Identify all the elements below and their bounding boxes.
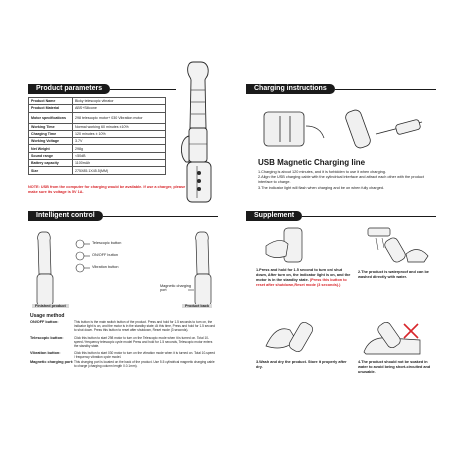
spec-value: 1100mAh <box>73 160 166 167</box>
usage-item: ON/OFF button: This button is the main switch button of the product. Press and hold for 1.5 seconds to turn on, the indicator light is on, and the motor is in the standby state; At this time, Press and hold for 1.5 second to shut down. Press this button to reset after shutdown, Reset mode (3 seconds). <box>30 320 216 332</box>
supplement-item-2: 2.The product is waterproof and can be washed directly with water. <box>358 270 429 279</box>
spec-table <box>28 97 166 175</box>
product-params-header <box>28 84 176 94</box>
spec-key: Product Name <box>29 98 73 105</box>
magnetic-port-label: Magnetic charging port <box>160 284 192 292</box>
spec-row <box>29 138 166 145</box>
spec-key: Sound range <box>29 152 73 159</box>
charging-step: 3.The indicator light will flash when charging and be on when fully charged. <box>258 185 385 190</box>
product-illustration <box>176 58 222 208</box>
control-illustration <box>28 230 228 310</box>
divider <box>110 89 176 90</box>
onoff-button-label: ON/OFF button <box>92 253 118 257</box>
spec-key: Motor specifications <box>29 112 73 123</box>
spec-value: 120 minutes ± 10% <box>73 130 166 137</box>
spec-row <box>29 112 166 123</box>
product-params-title: Product parameters <box>28 84 110 94</box>
control-title: Intelligent control <box>28 211 103 221</box>
spec-key: Working Time <box>29 123 73 130</box>
supplement-illustration-power <box>256 226 336 264</box>
spec-row <box>29 130 166 137</box>
charging-title: Charging instructions <box>246 84 335 94</box>
supplement-item-1: 1.Press and hold for 1.5 second to turn on/ shut down, After turn on, the indicator light is on, and the motor is in the standby state. (Press this button to reset after shutdown,Reset mode (3 seconds).) <box>256 268 351 287</box>
vibration-button-label: Vibration button <box>92 265 119 269</box>
charging-steps <box>258 170 438 191</box>
spec-value: 298g <box>73 145 166 152</box>
spec-key: Charging Time <box>29 130 73 137</box>
charging-header <box>246 84 436 94</box>
spec-key: Size <box>29 167 73 174</box>
spec-row <box>29 123 166 130</box>
charging-heading: USB Magnetic Charging line <box>258 158 366 167</box>
charging-step: 1.Charging is about 120 minutes, and it is forbidden to use it when charging. <box>258 170 386 174</box>
spec-key: Product Material <box>29 105 73 112</box>
spec-value: Bicky telescopic vibrator <box>73 98 166 105</box>
finished-product-caption: Finished product <box>32 304 69 308</box>
supplement-header <box>246 211 436 221</box>
spec-key: Battery capacity <box>29 160 73 167</box>
spec-value: Normal working 60 minutes ±10% <box>73 123 166 130</box>
usage-item: Telescopic button: Click this button to start 298 motor to turn on the Telescopic mode when it is turned on. Total 10-speed / frequency telescopic cycle model Press and hold for 1.5 seconds, Telescopic motor enters the standby state. <box>30 336 213 348</box>
usage-title: Usage method <box>30 313 65 319</box>
spec-value: ABS+Silicone <box>73 105 166 112</box>
divider <box>302 216 436 217</box>
reset-note: (Press this button to reset after shutdown,Reset mode (3 seconds).) <box>256 278 347 287</box>
spec-value: 3.7V <box>73 138 166 145</box>
supplement-illustration-dry <box>256 316 336 356</box>
charging-illustration <box>246 104 436 154</box>
spec-row <box>29 160 166 167</box>
telescopic-button-label: Telescopic button <box>92 241 122 245</box>
spec-key: Working Voltage <box>29 138 73 145</box>
charging-note: NOTE: USB from the computer for charging would be available. If use a charger, please make sure its voltage is 5V 1A. <box>28 185 186 194</box>
spec-value: 275X85.1X45.5(MM) <box>73 167 166 174</box>
spec-row <box>29 105 166 112</box>
supplement-illustration-no-soak <box>358 318 436 356</box>
spec-row <box>29 152 166 159</box>
spec-value: 298 telescopic motor+ 030 Vibration motor <box>73 112 166 123</box>
spec-row <box>29 167 166 174</box>
supplement-title: Supplement <box>246 211 302 221</box>
product-back-caption: Product back <box>182 304 212 308</box>
prohibited-x-icon <box>404 324 418 338</box>
usage-item: Magnetic charging port: This charging port is located on the back of the product. Use 5.5 cylindrical magnetic charging cable to charge (charging column length 0.0.1mm). <box>30 360 215 368</box>
supplement-item-4: 4.The product should not be soaked in water to avoid being short-circuited and unusable. <box>358 360 431 374</box>
divider <box>335 89 436 90</box>
supplement-illustration-water <box>358 224 436 264</box>
divider <box>103 216 218 217</box>
spec-row <box>29 98 166 105</box>
spec-key: Net Weight <box>29 145 73 152</box>
spec-row <box>29 145 166 152</box>
control-header <box>28 211 218 221</box>
usage-item: Vibration button: Click this button to start 030 motor to turn on the vibration mode when it is turned on. Total 10-speed / frequency vibration cycle model. <box>30 351 215 359</box>
charging-step: 2.Align the USB charging cable with the cylindrical interface and attract each other with the product interface to charge. <box>258 175 424 185</box>
supplement-item-3: 3.Wash and dry the product. Store it properly after dry. <box>256 360 347 369</box>
spec-value: <50dB <box>73 152 166 159</box>
